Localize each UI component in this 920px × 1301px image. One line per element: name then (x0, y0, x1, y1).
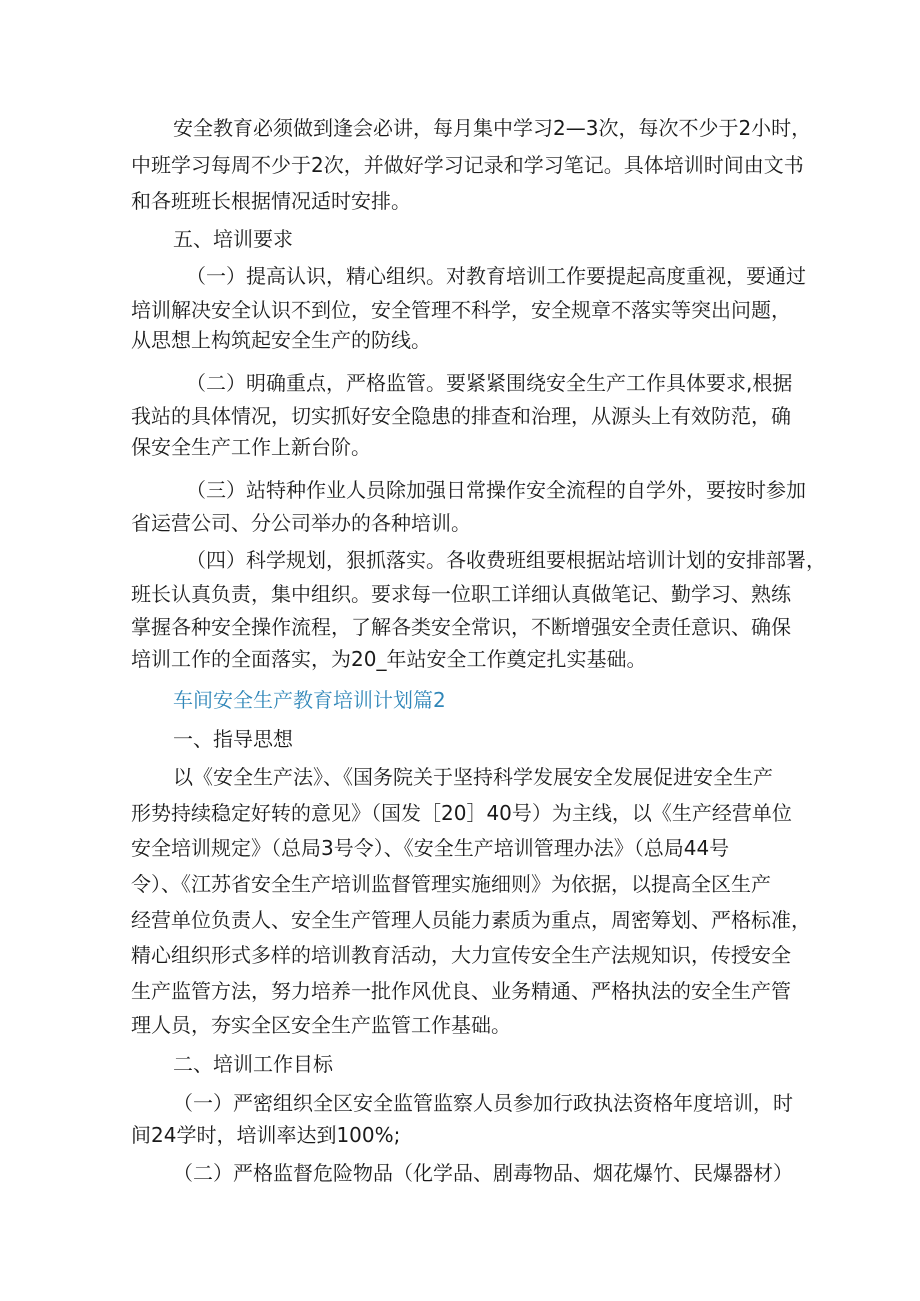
paragraph-line: 中班学习每周不少于2次，并做好学习记录和学习笔记。具体培训时间由文书 (131, 153, 804, 177)
paragraph-line: 形势持续稳定好转的意见》（国发［20］40号）为主线，以《生产经营单位 (131, 801, 792, 825)
paragraph-line: （一）提高认识，精心组织。对教育培训工作要提起高度重视，要通过 (186, 264, 806, 288)
paragraph-line: （四）科学规划，狠抓落实。各收费班组要根据站培训计划的安排部署， (186, 548, 826, 572)
paragraph-line: 和各班班长根据情况适时安排。 (131, 189, 411, 213)
paragraph-line: （二）严格监督危险物品（化学品、剧毒物品、烟花爆竹、民爆器材） (173, 1161, 793, 1185)
paragraph-line: 理人员，夯实全区安全生产监管工作基础。 (131, 1013, 511, 1037)
paragraph-line: 班长认真负责，集中组织。要求每一位职工详细认真做笔记、勤学习、熟练 (131, 582, 791, 606)
paragraph-line: 从思想上构筑起安全生产的防线。 (131, 328, 431, 352)
paragraph-line: 令）、《江苏省安全生产培训监督管理实施细则》为依据，以提高全区生产 (131, 872, 771, 896)
section-heading: 二、培训工作目标 (173, 1052, 333, 1076)
paragraph-line: 我站的具体情况，切实抓好安全隐患的排查和治理，从源头上有效防范，确 (131, 404, 791, 428)
paragraph-line: 掌握各种安全操作流程，了解各类安全常识，不断增强安全责任意识、确保 (131, 615, 791, 639)
paragraph-line: 培训解决安全认识不到位，安全管理不科学，安全规章不落实等突出问题， (131, 298, 791, 322)
paragraph-line: （一）严密组织全区安全监管监察人员参加行政执法资格年度培训，时 (173, 1091, 793, 1115)
paragraph-line: 安全培训规定》（总局3号令）、《安全生产培训管理办法》（总局44号 (131, 836, 730, 860)
paragraph-line: 保安全生产工作上新台阶。 (131, 435, 371, 459)
paragraph-line: （二）明确重点，严格监管。要紧紧围绕安全生产工作具体要求,根据 (186, 371, 793, 395)
paragraph-line: 生产监管方法，努力培养一批作风优良、业务精通、严格执法的安全生产管 (131, 979, 791, 1003)
paragraph-line: （三）站特种作业人员除加强日常操作安全流程的自学外，要按时参加 (186, 478, 806, 502)
paragraph-line: 以《安全生产法》、《国务院关于坚持科学发展安全发展促进安全生产 (173, 765, 773, 789)
section-heading: 一、指导思想 (173, 727, 293, 751)
paragraph-line: 培训工作的全面落实，为20_年站安全工作奠定扎实基础。 (131, 647, 647, 671)
paragraph-line: 间24学时，培训率达到100%; (131, 1123, 401, 1147)
paragraph-line: 省运营公司、分公司举办的各种培训。 (131, 511, 471, 535)
paragraph-line: 经营单位负责人、安全生产管理人员能力素质为重点，周密筹划、严格标准， (131, 908, 811, 932)
section-heading: 五、培训要求 (173, 227, 293, 251)
paragraph-line: 安全教育必须做到逢会必讲，每月集中学习2—3次，每次不少于2小时， (173, 116, 812, 140)
article-title-link[interactable]: 车间安全生产教育培训计划篇2 (173, 688, 446, 712)
paragraph-line: 精心组织形式多样的培训教育活动，大力宣传安全生产法规知识，传授安全 (131, 943, 791, 967)
